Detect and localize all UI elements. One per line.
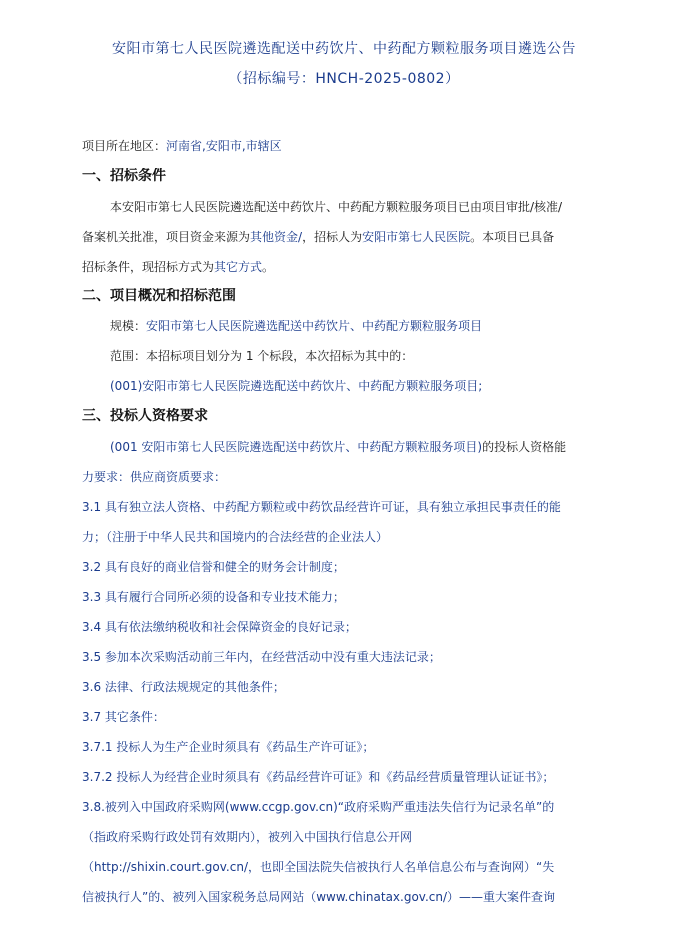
region-label: 项目所在地区： [82, 139, 167, 153]
requirement-line: 3.2 具有良好的商业信誉和健全的财务会计制度； [82, 560, 345, 574]
text-run: 招标条件，现招标方式为 [82, 260, 215, 274]
scale-label: 规模： [110, 319, 147, 333]
lot-item: (001)安阳市第七人民医院遴选配送中药饮片、中药配方颗粒服务项目; [110, 379, 483, 393]
region-value: 河南省,安阳市,市辖区 [166, 139, 282, 153]
text-run: 。本项目已具备 [470, 230, 555, 244]
text-run: 。 [262, 260, 275, 274]
qualification-intro [110, 439, 622, 455]
requirement-line: 3.6 法律、行政法规规定的其他条件； [82, 680, 285, 694]
paragraph-line: 本安阳市第七人民医院遴选配送中药饮片、中药配方颗粒服务项目已由项目审批/核准/ [110, 200, 563, 214]
tender-method: 其它方式 [214, 260, 263, 274]
requirement-line: 3.4 具有依法缴纳税收和社会保障资金的良好记录； [82, 620, 357, 634]
project-scale [110, 318, 622, 334]
section-heading-tender-conditions: 一、招标条件 [82, 168, 166, 184]
requirement-line: 3.3 具有履行合同所必须的设备和专业技术能力； [82, 590, 345, 604]
announcement-title: 安阳市第七人民医院遴选配送中药饮片、中药配方颗粒服务项目遴选公告 [112, 41, 576, 57]
requirement-line: 3.7 其它条件： [82, 710, 165, 724]
requirement-line: 3.1 具有独立法人资格、中药配方颗粒或中药饮品经营许可证，具有独立承担民事责任的能 [82, 500, 561, 514]
text-run: 备案机关批准，项目资金来源为 [82, 230, 251, 244]
qualification-intro-cont: 力要求：供应商资质要求： [82, 470, 227, 484]
requirement-line: 3.5 参加本次采购活动前三年内，在经营活动中没有重大违法记录； [82, 650, 441, 664]
fund-source: 其他资金/ [250, 230, 303, 244]
tenderer-name: 安阳市第七人民医院 [362, 230, 471, 244]
requirement-line: 3.7.2 投标人为经营企业时须具有《药品经营许可证》和《药品经营质量管理认证证书》； [82, 770, 555, 784]
project-scope: 范围：本招标项目划分为 1 个标段，本次招标为其中的： [110, 349, 414, 363]
section-heading-bidder-qualifications: 三、投标人资格要求 [82, 408, 208, 424]
text-run: 的投标人资格能 [482, 440, 567, 454]
lot-reference: (001 安阳市第七人民医院遴选配送中药饮片、中药配方颗粒服务项目) [110, 440, 483, 454]
requirement-line: 3.7.1 投标人为生产企业时须具有《药品生产许可证》； [82, 740, 375, 754]
paragraph-line [82, 229, 622, 245]
scale-value: 安阳市第七人民医院遴选配送中药饮片、中药配方颗粒服务项目 [146, 319, 483, 333]
text-run: ，招标人为 [302, 230, 363, 244]
requirement-line: 信被执行人”的、被列入国家税务总局网站（www.chinatax.gov.cn/）——重大案件查询 [82, 890, 556, 904]
requirement-line: （指政府采购行政处罚有效期内），被列入中国执行信息公开网 [82, 830, 413, 844]
project-region [82, 138, 622, 154]
requirement-line: 3.8.被列入中国政府采购网(www.ccgp.gov.cn)“政府采购严重违法失信行为记录名单”的 [82, 800, 555, 814]
section-heading-project-overview: 二、项目概况和招标范围 [82, 288, 236, 304]
requirement-line: 力；（注册于中华人民共和国境内的合法经营的企业法人） [82, 530, 389, 544]
tender-number: （招标编号：HNCH-2025-0802） [228, 71, 460, 87]
paragraph-line [82, 259, 622, 275]
requirement-line: （http://shixin.court.gov.cn/，也即全国法院失信被执行人名单信息公布与查询网）“失 [82, 860, 555, 874]
